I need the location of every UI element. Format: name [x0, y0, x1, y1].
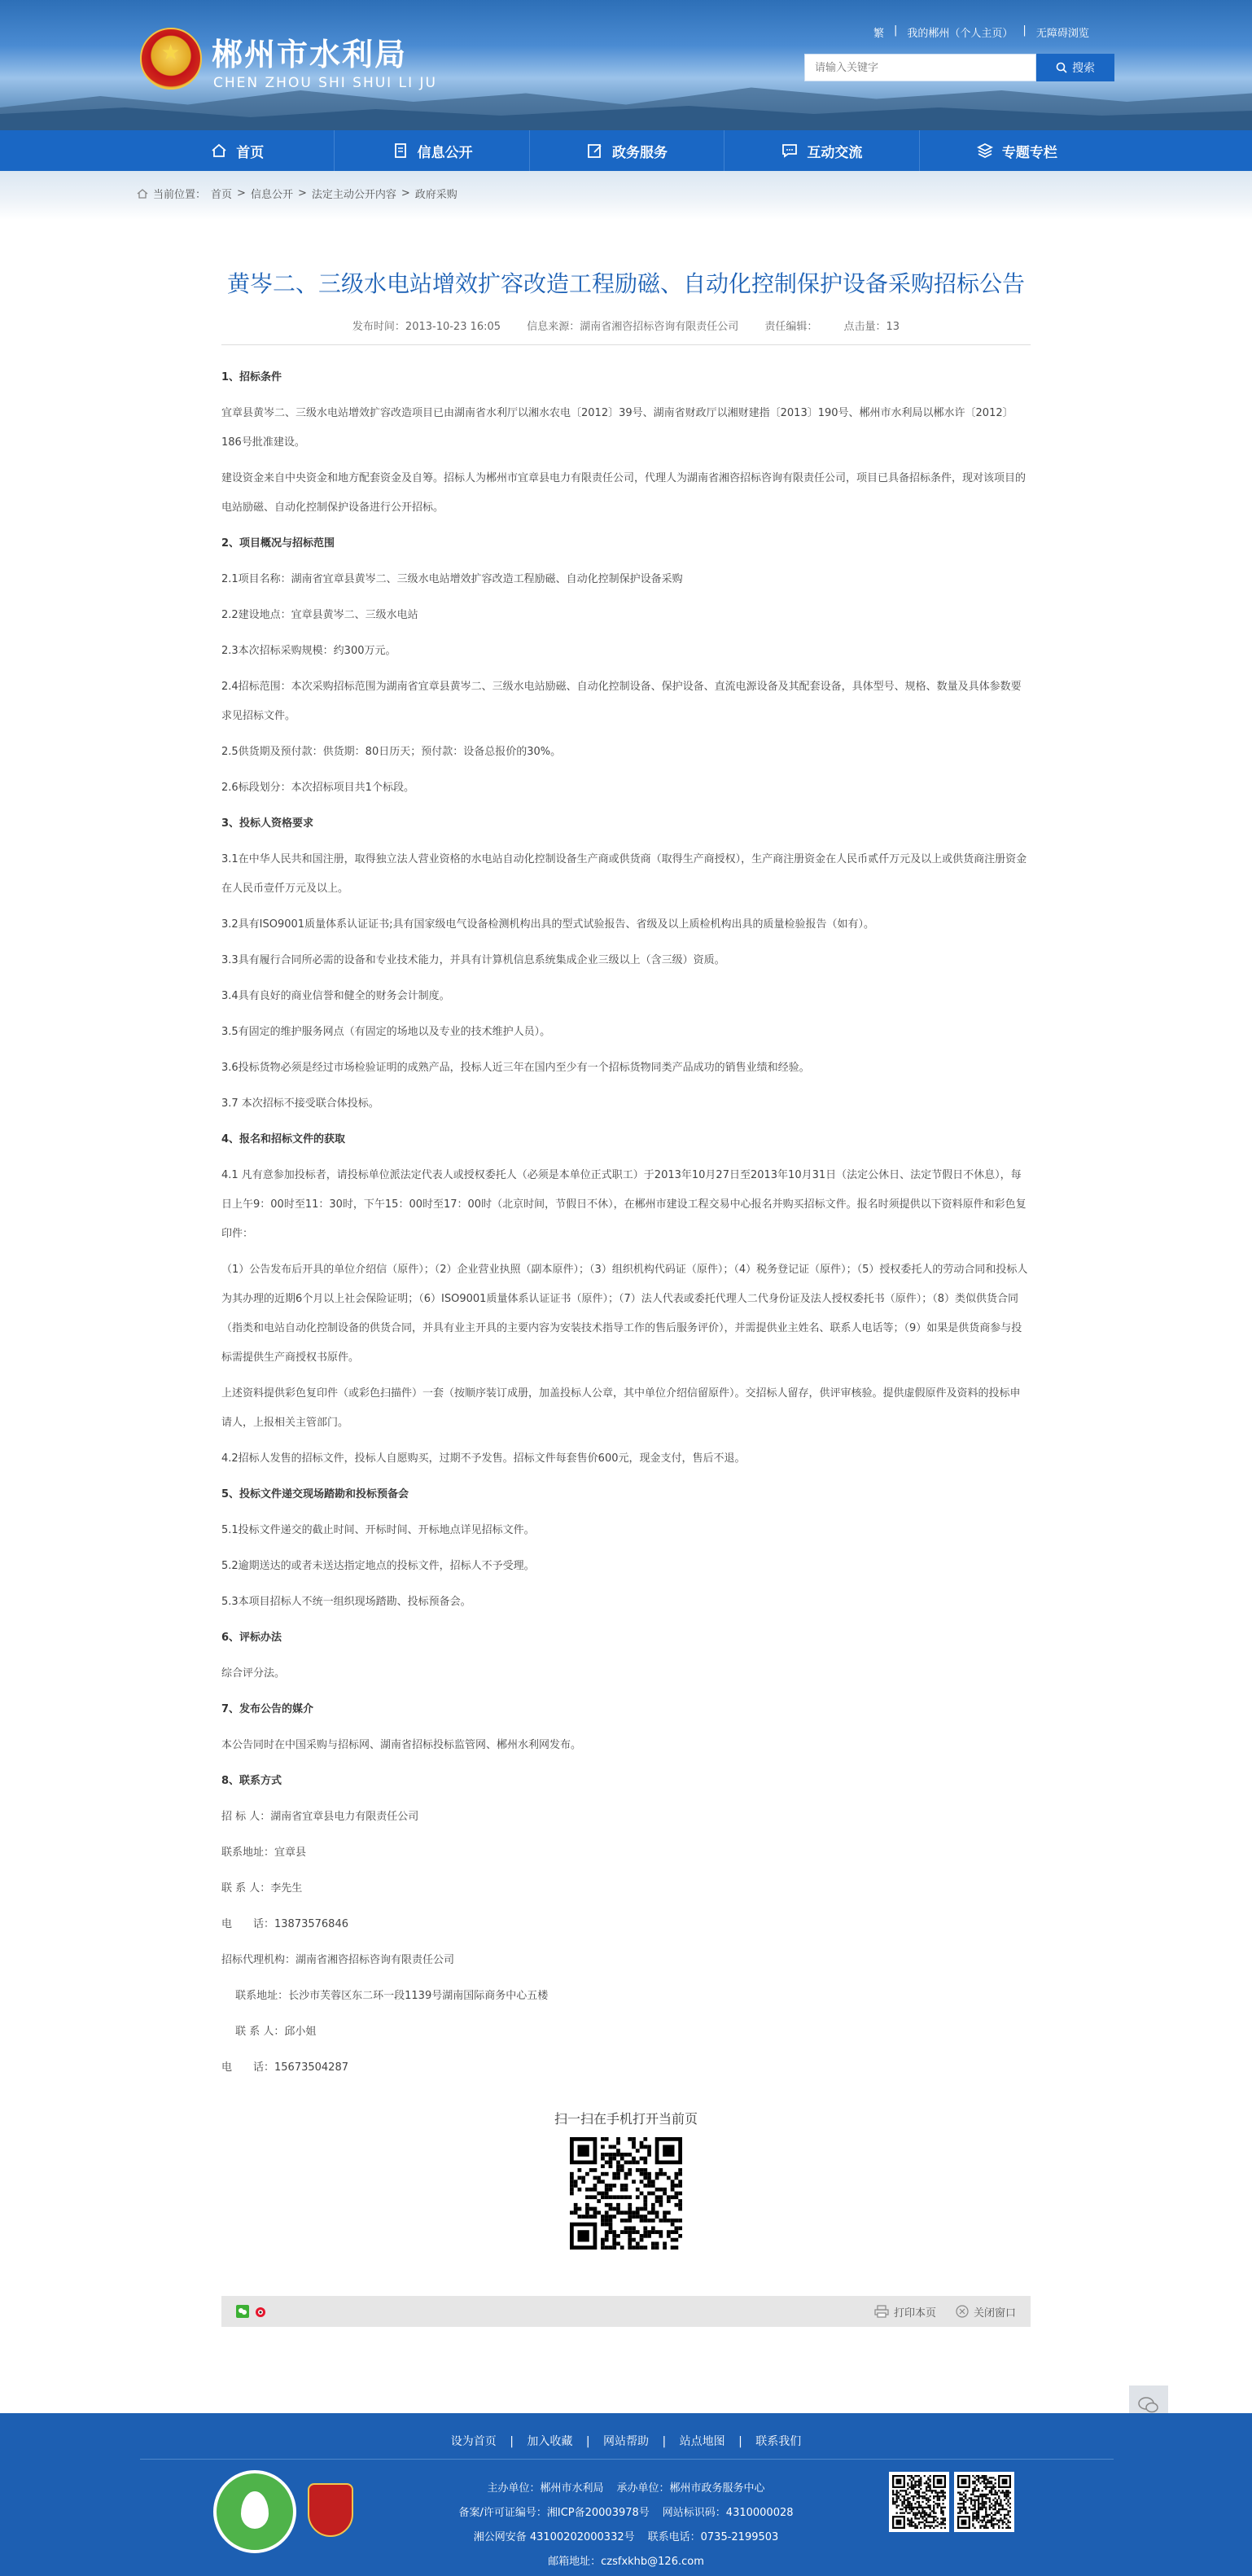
search-button[interactable] [1036, 54, 1114, 81]
separator: | [894, 24, 898, 37]
search-box [804, 54, 1036, 81]
nav-gov-services[interactable] [530, 130, 724, 171]
site-help-link[interactable]: 网站帮助 [603, 2435, 649, 2448]
nav-label: 信息公开 [417, 144, 473, 161]
search-input[interactable] [805, 55, 1035, 81]
article [221, 269, 1031, 2089]
contact-email: 邮箱地址：czsfxkhb@126.com [548, 2556, 704, 2568]
section-heading: 3、投标人资格要求 [221, 817, 314, 830]
breadcrumb-label: 当前位置： [153, 189, 207, 201]
publish-time: 发布时间：2013-10-23 16:05 [352, 321, 501, 333]
paragraph: 3.4具有良好的商业信誉和健全的财务会计制度。 [221, 990, 450, 1002]
nav-label: 政务服务 [612, 144, 668, 161]
separator: | [510, 2435, 514, 2448]
paragraph: 电 话：13873576846 [221, 1918, 348, 1930]
footer-links [0, 2433, 1252, 2449]
icp-number[interactable]: 备案/许可证编号：湘ICP备20003978号 [458, 2507, 650, 2519]
article-title: 黄岑二、三级水电站增效扩容改造工程励磁、自动化控制保护设备采购招标公告 [226, 270, 1025, 297]
paragraph: 联 系 人：邱小姐 [221, 2026, 317, 2038]
paragraph: 2.1项目名称：湖南省宜章县黄岑二、三级水电站增效扩容改造工程励磁、自动化控制保护设备采购 [221, 573, 683, 585]
contact-phone: 联系电话：0735-2199503 [647, 2531, 779, 2543]
footer-qr-code-icon [954, 2472, 1014, 2532]
wechat-icon [1138, 2396, 1159, 2414]
nav-interaction[interactable] [724, 130, 919, 171]
contact-us-link[interactable]: 联系我们 [755, 2435, 802, 2448]
qr-code-icon [570, 2137, 682, 2250]
paragraph: 建设资金来自中央资金和地方配套资金及自筹。招标人为郴州市宜章县电力有限责任公司，代理人为湖南省湘咨招标咨询有限责任公司，项目已具备招标条件，现对该项目的电站励磁、自动化控制保护设备进行公开招标。 [221, 472, 1027, 514]
paragraph: 宜章县黄岑二、三级水电站增效扩容改造项目已由湖南省水利厅以湘水农电〔2012〕39号、湖南省财政厅以湘财建指〔2013〕190号、郴州市水利局以郴水许〔2012〕186号批准建设。 [221, 407, 1013, 449]
breadcrumb-sep: > [237, 187, 246, 199]
my-chenzhou-link[interactable]: 我的郴州（个人主页） [907, 28, 1013, 40]
share-icons [236, 2305, 267, 2318]
site-subtitle: CHEN ZHOU SHI SHUI LI JU [213, 75, 437, 91]
paragraph: 2.4招标范围：本次采购招标范围为湖南省宜章县黄岑二、三级水电站励磁、自动化控制设备、保护设备、直流电源设备及其配套设备，具体型号、规格、数量及具体参数要求见招标文件。 [221, 681, 1022, 722]
section-heading: 8、联系方式 [221, 1775, 282, 1787]
editor: 责任编辑： [764, 321, 818, 333]
paragraph: 3.7 本次招标不接受联合体投标。 [221, 1097, 379, 1110]
section-heading: 6、评标办法 [221, 1632, 282, 1644]
top-links [873, 24, 1089, 40]
divider [221, 344, 1031, 345]
section-heading: 1、招标条件 [221, 371, 282, 383]
search-button-label: 搜索 [1072, 62, 1095, 75]
separator: | [738, 2435, 742, 2448]
breadcrumb-home[interactable]: 首页 [211, 189, 233, 201]
site-title[interactable]: 郴州市水利局 [212, 36, 408, 72]
nav-label: 首页 [236, 144, 265, 161]
edit-icon [586, 142, 604, 160]
set-homepage-link[interactable]: 设为首页 [450, 2435, 497, 2448]
qr-title: 扫一扫在手机打开当前页 [554, 2111, 698, 2127]
site-footer [0, 2413, 1252, 2576]
paragraph: 4.2招标人发售的招标文件，投标人自愿购买，过期不予发售。招标文件每套售价600元，现金支付，售后不退。 [221, 1452, 746, 1465]
paragraph: 综合评分法。 [221, 1667, 286, 1680]
section-heading: 2、项目概况与招标范围 [221, 537, 335, 550]
footer-qr-code-icon [889, 2472, 949, 2532]
paragraph: 联 系 人：李先生 [221, 1882, 303, 1895]
footer-divider [140, 2459, 1114, 2460]
wechat-share-icon[interactable] [236, 2305, 249, 2318]
article-body [221, 363, 1031, 2083]
separator: | [1022, 24, 1027, 37]
paragraph: 5.2逾期送达的或者未送达指定地点的投标文件，招标人不予受理。 [221, 1560, 535, 1572]
police-record[interactable]: 湘公网安备 43100202000332号 [473, 2531, 635, 2543]
layers-icon [976, 142, 994, 160]
site-code: 网站标识码：4310000028 [662, 2507, 794, 2519]
breadcrumb-sep: > [401, 187, 410, 199]
toolbar-actions [874, 2304, 1016, 2320]
section-heading: 5、投标文件递交现场踏勘和投标预备会 [221, 1488, 409, 1500]
paragraph: 招 标 人：湖南省宜章县电力有限责任公司 [221, 1811, 419, 1823]
organizer: 承办单位：郴州市政务服务中心 [616, 2482, 765, 2495]
mobile-qr-section [221, 2109, 1031, 2253]
paragraph: 联系地址：长沙市芙蓉区东二环一段1139号湖南国际商务中心五楼 [221, 1990, 549, 2002]
nav-home[interactable] [140, 130, 335, 171]
sitemap-link[interactable]: 站点地图 [679, 2435, 725, 2448]
print-button[interactable] [874, 2304, 936, 2320]
paragraph: （1）公告发布后开具的单位介绍信（原件）；（2）企业营业执照（副本原件）；（3）组织机构代码证（原件）；（4）税务登记证（原件）；（5）授权委托人的劳动合同和投标人为其办理的近期6个月以上社会保险证明；（6）ISO9001质量体系认证证书（原件）；（7）法人代表或委托代理人二代身份证及法人授权委托书（原件）；（8）类似供货合同（指类和电站自动化控制设备的供货合同，并具有业主开具的主要内容为安装技术指导工作的售后服务评价），并需提供业主姓名、联系人电话等；（9）如果是供货商参与投标需提供生产商授权书原件。 [221, 1264, 1028, 1364]
paragraph: 上述资料提供彩色复印件（或彩色扫描件）一套（按顺序装订成册，加盖投标人公章，其中单位介绍信留原件）。交招标人留存，供评审核验。提供虚假原件及资料的投标申请人，上报相关主管部门。 [221, 1387, 1021, 1429]
section-heading: 7、发布公告的媒介 [221, 1703, 314, 1715]
traditional-chinese-link[interactable]: 繁 [873, 28, 885, 40]
paragraph: 5.3本项目招标人不统一组织现场踏勘、投标预备会。 [221, 1596, 471, 1608]
nav-label: 互动交流 [807, 144, 863, 161]
chat-icon [781, 142, 799, 160]
nav-special-topics[interactable] [920, 130, 1114, 171]
search-icon [1056, 62, 1067, 73]
nav-label: 专题专栏 [1001, 144, 1057, 161]
document-icon [392, 142, 409, 160]
paragraph: 3.5有固定的维护服务网点（有固定的场地以及专业的技术维护人员）。 [221, 1026, 551, 1038]
paragraph: 3.3具有履行合同所必需的设备和专业技术能力，并具有计算机信息系统集成企业三级以上（含三级）资质。 [221, 954, 725, 966]
nav-info-disclosure[interactable] [335, 130, 529, 171]
paragraph: 4.1 凡有意参加投标者，请投标单位派法定代表人或授权委托人（必须是本单位正式职工）于2013年10月27日至2013年10月31日（法定公休日、法定节假日不休息），每日上午9：00时至11：30时，下午15：00时至17：00时（北京时间，节假日不休），在郴州市建设工程交易中心报名并购买招标文件。报名时须提供以下资料原件和彩色复印件： [221, 1169, 1027, 1240]
paragraph: 3.1在中华人民共和国注册，取得独立法人营业资格的水电站自动化控制设备生产商或供货商（取得生产商授权），生产商注册资金在人民币贰仟万元及以上或供货商注册资金在人民币壹仟万元及以上。 [221, 853, 1027, 895]
article-toolbar [221, 2296, 1031, 2327]
close-icon [956, 2305, 969, 2318]
breadcrumb-info[interactable]: 信息公开 [250, 189, 293, 201]
paragraph: 5.1投标文件递交的截止时间、开标时间、开标地点详见招标文件。 [221, 1524, 535, 1536]
paragraph: 联系地址：宜章县 [221, 1847, 307, 1859]
paragraph: 2.2建设地点：宜章县黄岑二、三级水电站 [221, 609, 418, 621]
national-emblem-icon [140, 28, 202, 90]
section-heading: 4、报名和招标文件的获取 [221, 1133, 346, 1146]
article-meta [221, 318, 1031, 333]
home-icon [210, 142, 228, 160]
printer-icon [874, 2305, 889, 2318]
paragraph: 2.3本次招标采购规模：约300万元。 [221, 645, 396, 657]
paragraph: 3.2具有ISO9001质量体系认证证书;具有国家级电气设备检测机构出具的型式试验报告、省级及以上质检机构出具的质量检验报告（如有）。 [221, 918, 874, 931]
accessibility-link[interactable]: 无障碍浏览 [1035, 28, 1089, 40]
breadcrumb [137, 186, 457, 201]
close-label: 关闭窗口 [973, 2307, 1016, 2320]
paragraph: 电 话：15673504287 [221, 2061, 348, 2074]
main-nav [0, 130, 1252, 171]
home-icon [137, 188, 148, 199]
sponsor: 主办单位：郴州市水利局 [487, 2482, 604, 2495]
footer-info [0, 2477, 1252, 2574]
paragraph: 本公告同时在中国采购与招标网、湖南省招标投标监管网、郴州水利网发布。 [221, 1739, 582, 1751]
breadcrumb-procurement[interactable]: 政府采购 [414, 189, 457, 201]
paragraph: 2.6标段划分：本次招标项目共1个标段。 [221, 782, 414, 794]
separator: | [585, 2435, 590, 2448]
breadcrumb-statutory[interactable]: 法定主动公开内容 [311, 189, 396, 201]
info-source: 信息来源：湖南省湘咨招标咨询有限责任公司 [527, 321, 739, 333]
paragraph: 3.6投标货物必须是经过市场检验证明的成熟产品，投标人近三年在国内至少有一个招标货物同类产品成功的销售业绩和经验。 [221, 1062, 810, 1074]
hit-count: 点击量：13 [843, 321, 900, 333]
paragraph: 2.5供货期及预付款：供货期：80日历天；预付款：设备总报价的30%。 [221, 746, 562, 758]
print-label: 打印本页 [893, 2307, 936, 2320]
weibo-share-icon[interactable] [254, 2305, 267, 2318]
separator: | [662, 2435, 667, 2448]
add-favorite-link[interactable]: 加入收藏 [527, 2435, 573, 2448]
breadcrumb-sep: > [297, 187, 307, 199]
paragraph: 招标代理机构：湖南省湘咨招标咨询有限责任公司 [221, 1954, 455, 1966]
close-window-button[interactable] [956, 2304, 1016, 2320]
